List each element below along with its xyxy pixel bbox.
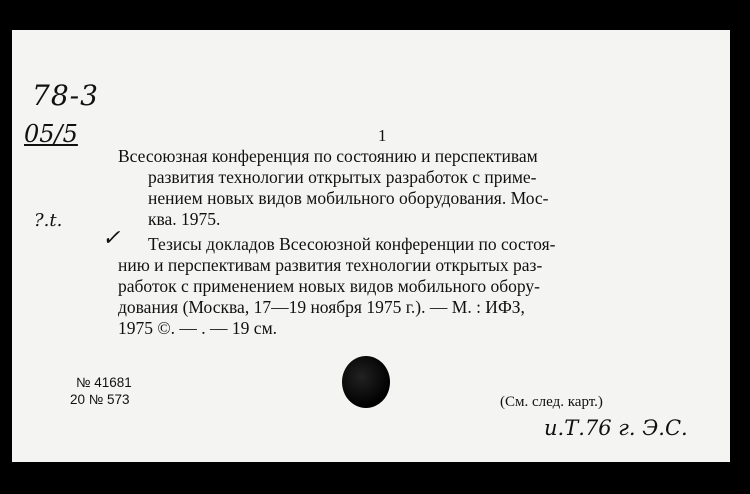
- secondary-number: 20 № 573: [70, 392, 130, 407]
- punch-hole: [342, 356, 390, 408]
- accession-block: [70, 374, 132, 408]
- handwritten-call-number: 78-3: [32, 79, 99, 112]
- description-line: работок с применением новых видов мобильного обору-: [118, 276, 540, 296]
- heading-line: нением новых видов мобильного оборудования. Мос-: [148, 188, 549, 208]
- handwritten-margin-note: ?.t.: [34, 210, 63, 231]
- handwritten-signature: и.Т.76 г. Э.С.: [544, 416, 688, 440]
- see-next-card-note: (См. след. карт.): [500, 394, 603, 410]
- accession-number: № 41681: [76, 375, 132, 390]
- description-line: 1975 ©. — . — 19 см.: [118, 318, 278, 338]
- heading-line: Всесоюзная конференция по состоянию и перспективам: [118, 146, 538, 166]
- heading-line: развития технологии открытых разработок с приме-: [148, 167, 537, 187]
- bibliographic-entry: [118, 146, 698, 339]
- tick-mark: ✓: [102, 226, 121, 251]
- heading-line: ква. 1975.: [148, 209, 221, 229]
- description-line: Тезисы докладов Всесоюзной конференции по состоя-: [148, 234, 556, 254]
- description-line: нию и перспективам развития технологии открытых раз-: [118, 255, 543, 275]
- handwritten-shelf-number: 05/5: [24, 120, 78, 148]
- catalog-card: [12, 30, 730, 462]
- page-number: 1: [378, 126, 387, 145]
- description-line: дования (Москва, 17—19 ноября 1975 г.). — М. : ИФЗ,: [118, 297, 525, 317]
